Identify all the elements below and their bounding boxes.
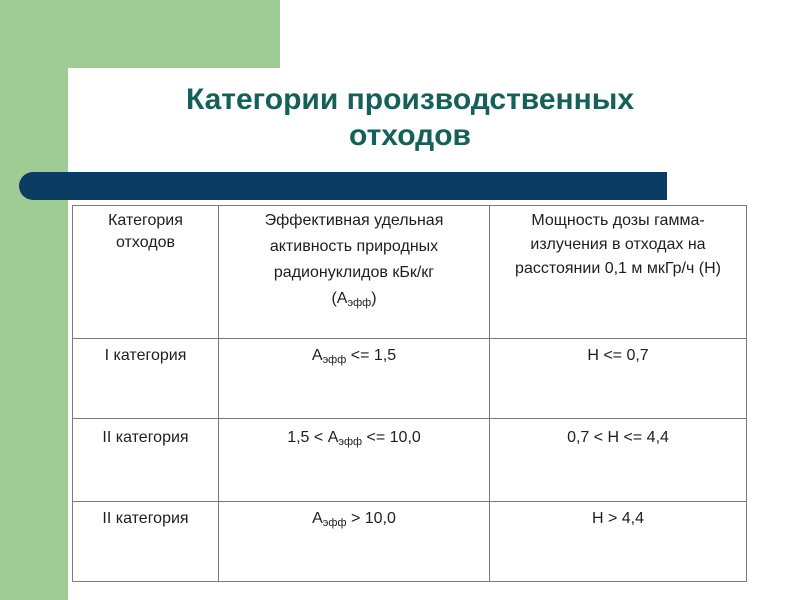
header-activity-text: Эффективная удельная активность природных радионуклидов кБк/кг <box>264 212 444 281</box>
table-row <box>73 339 747 419</box>
title-line-1: Категории производственных <box>185 83 635 116</box>
row-dose: Н > 4,4 <box>490 502 747 582</box>
table-row <box>73 502 747 582</box>
title-line-2: отходов <box>349 119 471 152</box>
header-activity-symbol: (А <box>331 290 348 307</box>
header-dose: Мощность дозы гамма-излучения в отходах на расстоянии 0,1 м мкГр/ч (Н) <box>490 206 747 339</box>
table-row <box>73 419 747 502</box>
row-activity <box>219 339 490 419</box>
decor-green-top <box>0 0 280 68</box>
row-category: I категория <box>73 339 219 419</box>
header-activity <box>219 206 490 339</box>
activity-post: > 10,0 <box>346 510 396 527</box>
categories-table <box>72 205 747 582</box>
activity-symbol: А <box>327 429 339 446</box>
activity-symbol: А <box>312 510 323 527</box>
header-activity-sub: эфф <box>347 297 372 309</box>
activity-post: <= 10,0 <box>362 429 421 446</box>
row-category: II категория <box>73 419 219 502</box>
row-category: II категория <box>73 502 219 582</box>
activity-sub: эфф <box>322 517 347 529</box>
activity-sub: эфф <box>322 354 347 366</box>
table-header-row <box>73 206 747 339</box>
header-category: Категория отходов <box>73 206 219 339</box>
row-dose: Н <= 0,7 <box>490 339 747 419</box>
activity-sub: эфф <box>338 436 363 448</box>
row-activity <box>219 502 490 582</box>
decor-green-left <box>0 0 68 600</box>
row-activity <box>219 419 490 502</box>
activity-post: <= 1,5 <box>346 347 397 364</box>
activity-symbol: А <box>311 347 323 364</box>
slide-title <box>100 82 720 154</box>
title-underline-bar <box>19 172 667 200</box>
header-activity-close: ) <box>371 290 377 307</box>
row-dose: 0,7 < Н <= 4,4 <box>490 419 747 502</box>
activity-pre: 1,5 < <box>287 429 328 446</box>
